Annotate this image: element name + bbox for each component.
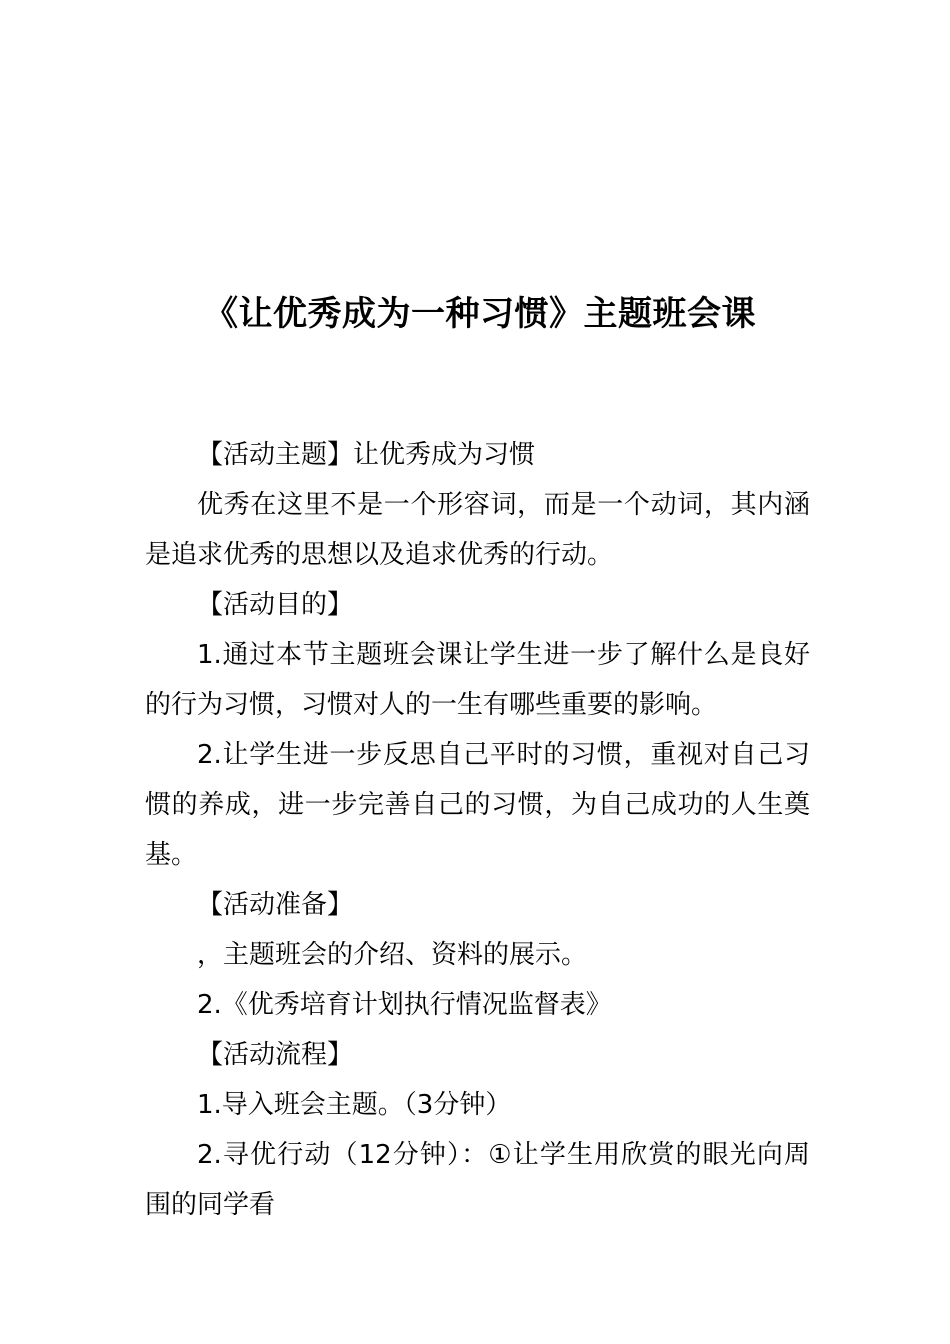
paragraph-process-2: 2.寻优行动（12分钟）：①让学生用欣赏的眼光向周围的同学看 (145, 1140, 810, 1220)
paragraph-process-1: 1.导入班会主题。（3分钟） (197, 1090, 512, 1120)
paragraph-purpose-2: 2.让学生进一步反思自己平时的习惯，重视对自己习惯的养成，进一步完善自己的习惯，为自己成功的人生奠基。 (145, 740, 810, 870)
section-heading-purpose: 【活动目的】 (197, 590, 354, 620)
paragraph-preparation-2: 2.《优秀培育计划执行情况监督表》 (197, 990, 612, 1020)
paragraph-theme-description: 优秀在这里不是一个形容词，而是一个动词，其内涵是追求优秀的思想以及追求优秀的行动。 (145, 490, 810, 570)
section-heading-process: 【活动流程】 (197, 1040, 354, 1070)
section-heading-preparation: 【活动准备】 (197, 890, 354, 920)
paragraph-preparation-1: ，主题班会的介绍、资料的展示。 (197, 940, 588, 970)
paragraph-purpose-1: 1.通过本节主题班会课让学生进一步了解什么是良好的行为习惯，习惯对人的一生有哪些重要的影响。 (145, 640, 810, 720)
document-title: 《让优秀成为一种习惯》主题班会课 (204, 294, 756, 334)
section-heading-theme: 【活动主题】让优秀成为习惯 (197, 440, 536, 470)
document-body (145, 430, 810, 1230)
